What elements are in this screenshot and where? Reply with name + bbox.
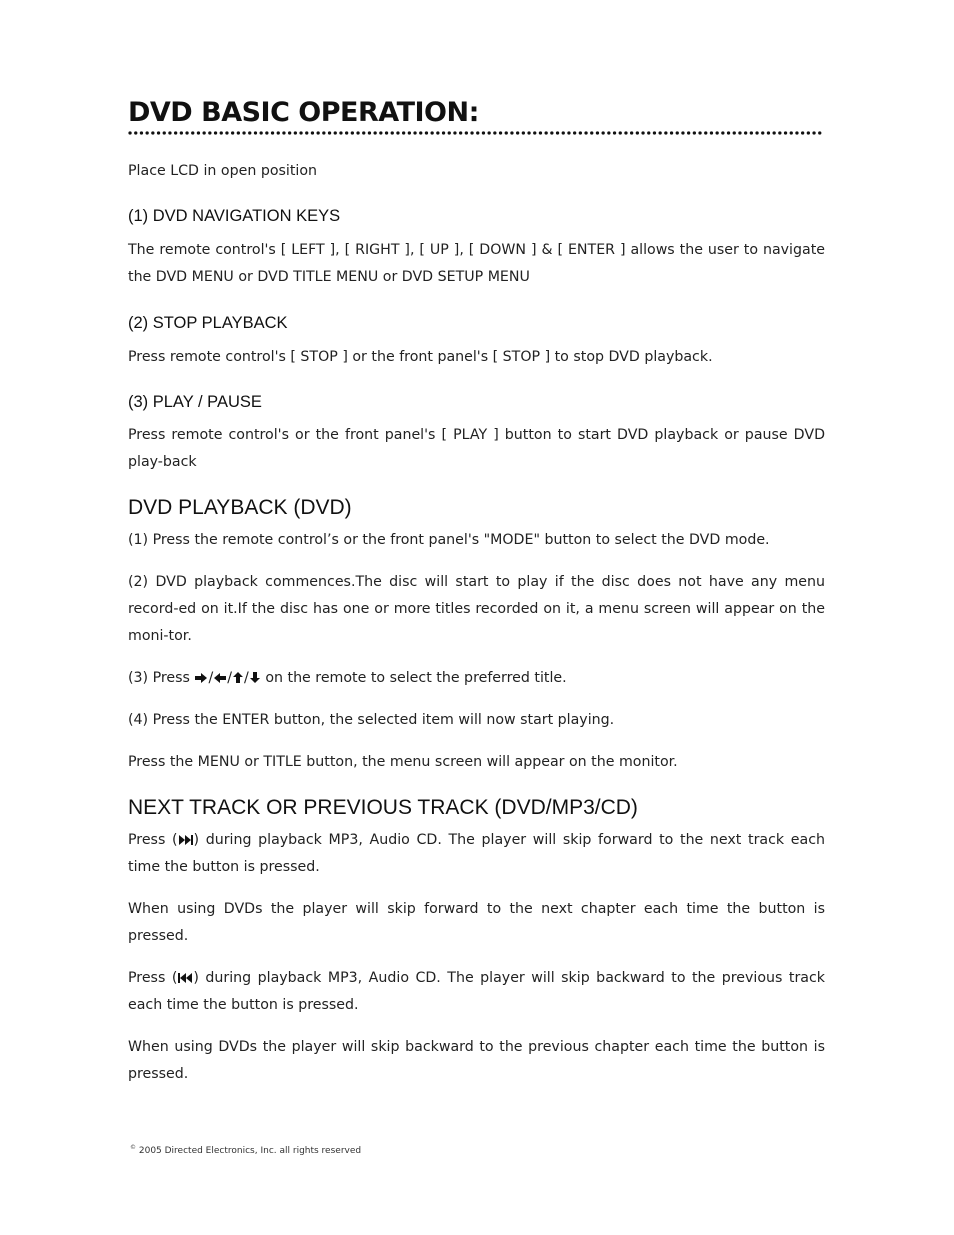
stop-heading: (2) STOP PLAYBACK <box>128 314 288 332</box>
play-pause-heading: (3) PLAY / PAUSE <box>128 393 262 411</box>
stop-text: Press remote control's [ STOP ] or the front panel's [ STOP ] to stop DVD playback. <box>128 349 713 365</box>
step-3-prefix: (3) Press <box>128 670 195 686</box>
previous-track-dvd-text: When using DVDs the player will skip backward to the previous chapter each time the button is pressed. <box>128 1039 825 1082</box>
nav-keys-text: The remote control's [ LEFT ], [ RIGHT ], [ UP ], [ DOWN ] & [ ENTER ] allows the user to navigate the DVD MENU or DVD TITLE MENU or DVD SETUP MENU <box>128 242 825 285</box>
next-track-prefix: Press ( <box>128 832 178 848</box>
dvd-playback-heading: DVD PLAYBACK (DVD) <box>128 496 352 519</box>
step-3-suffix: on the remote to select the preferred title. <box>260 670 567 686</box>
arrow-left-icon <box>213 672 227 684</box>
play-pause-text: Press remote control's or the front panel's [ PLAY ] button to start DVD playback or pause DVD play-back <box>128 427 825 470</box>
previous-track-suffix: ) during playback MP3, Audio CD. The player will skip backward to the previous track each time the button is pressed. <box>128 970 825 1013</box>
next-track-suffix: ) during playback MP3, Audio CD. The player will skip forward to the next track each time the button is pressed. <box>128 832 825 875</box>
dvd-playback-step-2: (2) DVD playback commences.The disc will start to play if the disc does not have any menu record-ed on it.If the disc has one or more titles recorded on it, a menu screen will appear on the moni-tor. <box>128 574 825 644</box>
intro-text: Place LCD in open position <box>128 163 318 179</box>
skip-forward-icon <box>178 834 194 846</box>
next-track-heading: NEXT TRACK OR PREVIOUS TRACK (DVD/MP3/CD) <box>128 796 638 819</box>
dvd-playback-step-3: (3) Press / / / on the remote to select the preferred title. <box>128 670 567 686</box>
next-track-dvd-text: When using DVDs the player will skip forward to the next chapter each time the button is pressed. <box>128 901 825 944</box>
page-title: DVD BASIC OPERATION: <box>128 97 479 128</box>
copyright-text: 2005 Directed Electronics, Inc. all rights reserved <box>136 1146 362 1156</box>
next-track-text-1 <box>128 827 825 881</box>
nav-keys-heading: (1) DVD NAVIGATION KEYS <box>128 207 341 225</box>
dvd-playback-menu-note: Press the MENU or TITLE button, the menu screen will appear on the monitor. <box>128 754 678 770</box>
page-content <box>128 96 825 1088</box>
copyright-footer <box>130 1144 361 1156</box>
dvd-playback-step-4: (4) Press the ENTER button, the selected item will now start playing. <box>128 712 615 728</box>
skip-backward-icon <box>177 972 193 984</box>
previous-track-prefix: Press ( <box>128 970 178 986</box>
dvd-playback-step-1: (1) Press the remote control’s or the front panel's "MODE" button to select the DVD mode. <box>128 532 770 548</box>
arrow-right-icon <box>194 672 208 684</box>
copyright-symbol: © <box>130 1144 136 1151</box>
dotted-rule <box>128 130 825 136</box>
previous-track-text-1 <box>128 965 825 1019</box>
arrow-down-icon <box>249 671 261 684</box>
arrow-up-icon <box>232 671 244 684</box>
